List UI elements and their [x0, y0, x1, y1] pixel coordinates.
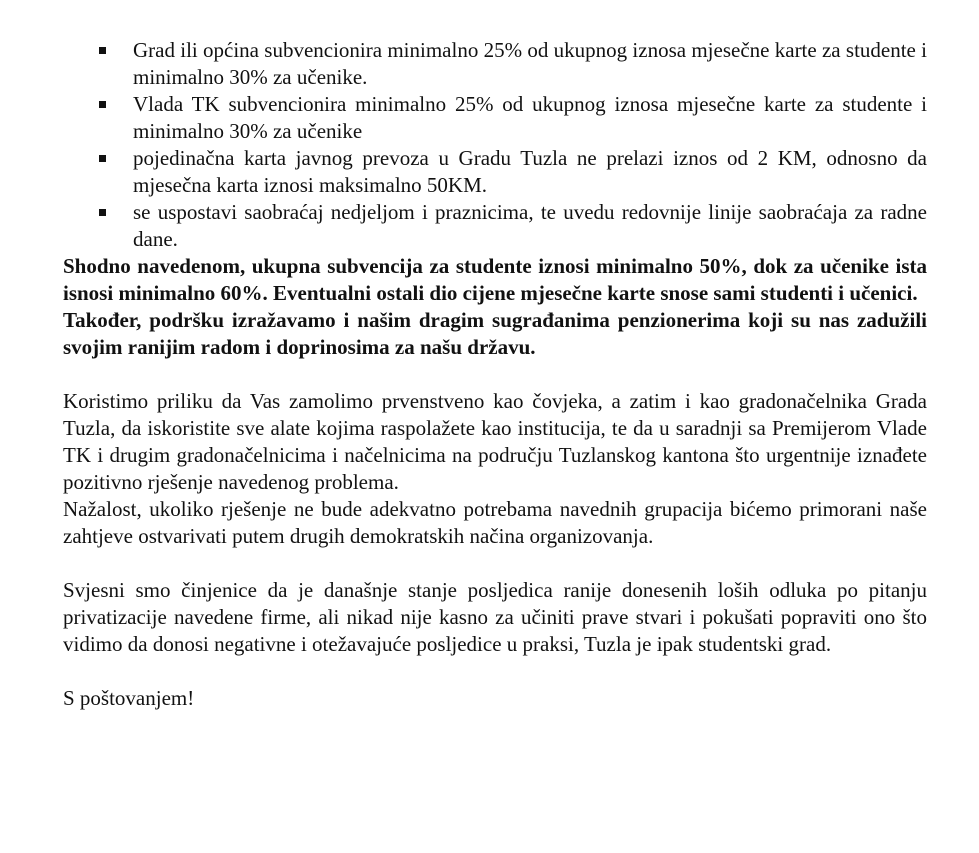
bullet-text: pojedinačna karta javnog prevoza u Gradu Tuzla ne prelazi iznos od 2 KM, odnosno da mjesečna karta iznosi maksimalno 50KM.: [133, 146, 927, 197]
paragraph-gap: [63, 361, 927, 388]
square-bullet-icon: [99, 47, 106, 54]
closing-salutation: S poštovanjem!: [63, 686, 195, 710]
paragraph-gap: [63, 658, 927, 685]
paragraph-warning: Nažalost, ukoliko rješenje ne bude adekvatno potrebama navednih grupacija bićemo primorani naše zahtjeve ostvarivati putem drugih demokratskih načina organizovanja.: [63, 497, 927, 548]
list-item: [63, 199, 927, 253]
list-item: [63, 145, 927, 199]
bullet-list: [63, 37, 927, 253]
list-item: [63, 91, 927, 145]
bullet-text: Vlada TK subvencionira minimalno 25% od ukupnog iznosa mjesečne karte za studente i minimalno 30% za učenike: [133, 92, 927, 143]
bold-paragraph-subsidy: Shodno navedenom, ukupna subvencija za studente iznosi minimalno 50%, dok za učenike ista isnosi minimalno 60%. Eventualni ostali dio cijene mjesečne karte snose sami studenti i učenici.: [63, 254, 927, 305]
square-bullet-icon: [99, 209, 106, 216]
paragraph-awareness: Svjesni smo činjenice da je današnje stanje posljedica ranije donesenih loših odluka po pitanju privatizacije navedene firme, ali nikad nije kasno za učiniti prave stvari i pokušati popraviti ono što vidimo da donosi negativne i otežavajuće posljedice u praksi, Tuzla je ipak studentski grad.: [63, 578, 927, 656]
paragraph-request: Koristimo priliku da Vas zamolimo prvenstveno kao čovjeka, a zatim i kao gradonačelnika Grada Tuzla, da iskoristite sve alate kojima raspolažete kao institucija, te da u saradnji sa Premijerom Vlade TK i drugim gradonačelnicima i načelnicima na području Tuzlanskog kantona što urgentnije iznađete pozitivno rješenje navedenog problema.: [63, 389, 927, 494]
list-item: [63, 37, 927, 91]
bullet-text: se uspostavi saobraćaj nedjeljom i praznicima, te uvedu redovnije linije saobraćaja za radne dane.: [133, 200, 927, 251]
square-bullet-icon: [99, 101, 106, 108]
bold-paragraph-pensioners: Također, podršku izražavamo i našim dragim sugrađanima penzionerima koji su nas zadužili svojim ranijim radom i doprinosima za našu državu.: [63, 308, 927, 359]
document-page: [63, 37, 927, 712]
paragraph-gap: [63, 550, 927, 577]
square-bullet-icon: [99, 155, 106, 162]
bullet-text: Grad ili općina subvencionira minimalno 25% od ukupnog iznosa mjesečne karte za studente i minimalno 30% za učenike.: [133, 38, 927, 89]
